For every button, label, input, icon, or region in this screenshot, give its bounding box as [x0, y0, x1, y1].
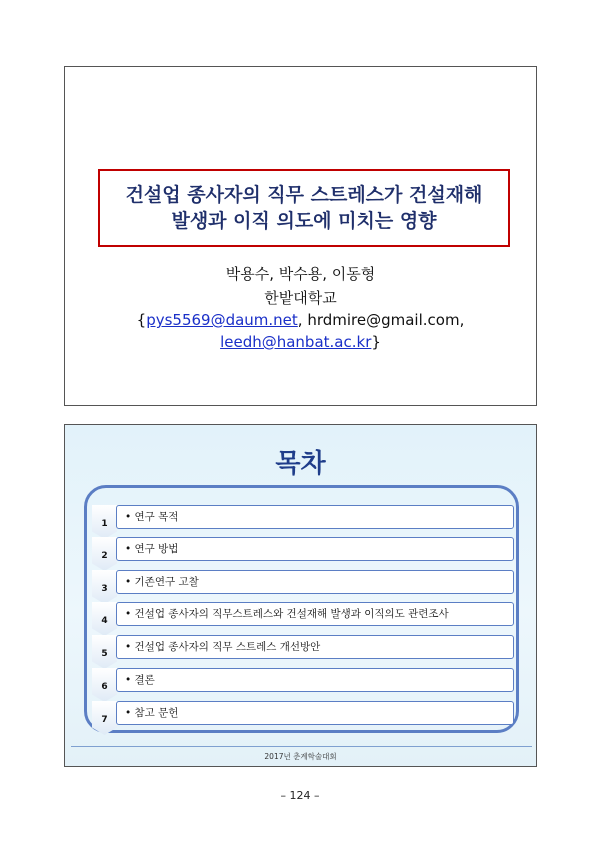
- toc-item: [92, 635, 516, 661]
- toc-item: [92, 668, 516, 694]
- toc-item-number: 4: [101, 616, 108, 626]
- title-slide: [64, 66, 537, 406]
- toc-item: [92, 570, 516, 596]
- toc-item-label: • 결론: [116, 668, 514, 692]
- toc-slide: [64, 424, 537, 767]
- toc-item: [92, 701, 516, 727]
- email-link-1[interactable]: pys5569@daum.net: [146, 311, 298, 329]
- toc-item-label: • 연구 목적: [116, 505, 514, 529]
- emails-line-2: [65, 333, 536, 351]
- authors: 박용수, 박수용, 이동형: [225, 265, 376, 283]
- toc-item-label: • 연구 방법: [116, 537, 514, 561]
- slide-footer: 2017년 춘계학술대회: [264, 752, 337, 761]
- affiliation: 한밭대학교: [264, 289, 337, 307]
- toc-item-number: 5: [101, 649, 108, 659]
- slide-title-line-1: 건설업 종사자의 직무 스트레스가 건설재해: [125, 184, 483, 206]
- toc-title: 목차: [275, 449, 326, 479]
- toc-item-number: 7: [101, 715, 108, 725]
- email-2: , hrdmire@gmail.com,: [297, 311, 465, 329]
- toc-item: [92, 602, 516, 628]
- email-link-3[interactable]: leedh@hanbat.ac.kr: [220, 333, 372, 351]
- toc-item-number: 2: [101, 551, 108, 561]
- toc-item-label: • 건설업 종사자의 직무스트레스와 건설재해 발생과 이직의도 관련조사: [116, 602, 514, 626]
- toc-item: [92, 537, 516, 563]
- toc-item-label: • 건설업 종사자의 직무 스트레스 개선방안: [116, 635, 514, 659]
- toc-item-number: 3: [101, 584, 108, 594]
- footer-divider: [71, 746, 532, 747]
- toc-item-number: 6: [101, 682, 108, 692]
- title-box: [98, 169, 510, 247]
- page-number: – 124 –: [280, 789, 320, 802]
- toc-item: [92, 505, 516, 531]
- brace-open: {: [136, 311, 147, 329]
- emails-line-1: [65, 311, 536, 329]
- brace-close: }: [371, 333, 381, 351]
- toc-item-label: • 기존연구 고찰: [116, 570, 514, 594]
- toc-item-label: • 참고 문헌: [116, 701, 514, 725]
- toc-item-number: 1: [101, 519, 108, 529]
- slide-title-line-2: 발생과 이직 의도에 미치는 영향: [171, 210, 437, 232]
